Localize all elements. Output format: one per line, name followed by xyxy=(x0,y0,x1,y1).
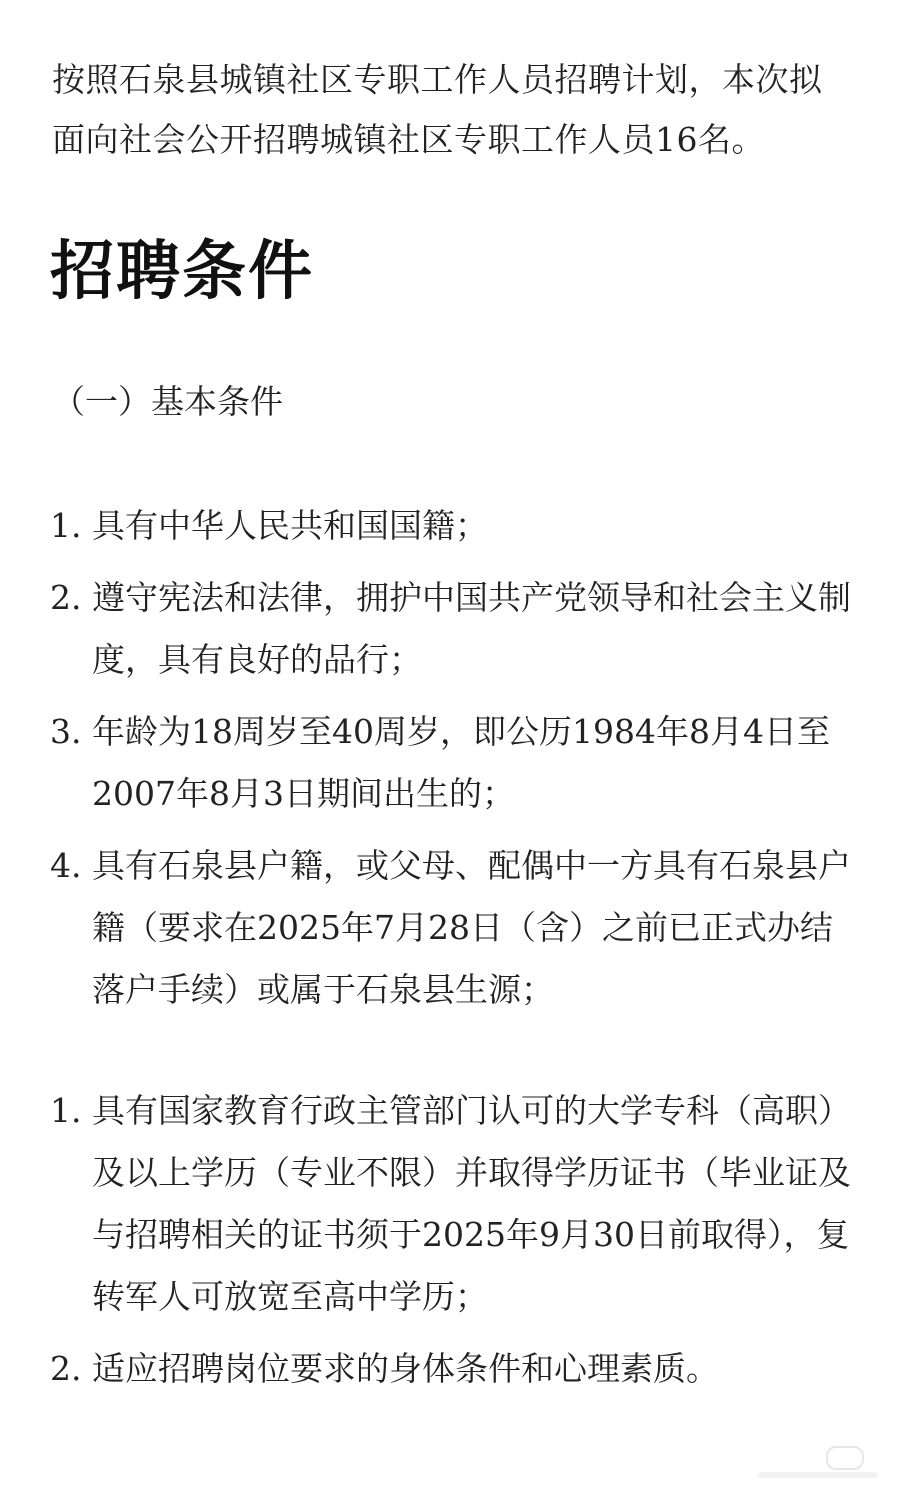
list-item xyxy=(0,1080,900,1328)
list-item-number: 2. xyxy=(50,578,82,617)
list-item-text: 具有中华人民共和国国籍； xyxy=(92,506,488,545)
list-item-number: 1. xyxy=(50,1091,82,1130)
intro-paragraph: 按照石泉县城镇社区专职工作人员招聘计划，本次拟面向社会公开招聘城镇社区专职工作人员16名。 xyxy=(52,60,823,159)
list-item-text: 适应招聘岗位要求的身体条件和心理素质。 xyxy=(92,1349,719,1388)
list-item-text: 具有石泉县户籍，或父母、配偶中一方具有石泉县户籍（要求在2025年7月28日（含）之前已正式办结落户手续）或属于石泉县生源； xyxy=(92,846,851,1009)
qualification-conditions-list xyxy=(0,1080,900,1410)
list-item xyxy=(0,495,900,557)
watermark-line xyxy=(758,1472,878,1478)
list-item xyxy=(0,835,900,1021)
section-heading: 招聘条件 xyxy=(50,234,314,309)
list-item xyxy=(0,567,900,691)
list-item-number: 1. xyxy=(50,506,82,545)
list-item-text: 遵守宪法和法律，拥护中国共产党领导和社会主义制度，具有良好的品行； xyxy=(92,578,851,679)
basic-conditions-list xyxy=(0,495,900,1031)
watermark-badge-icon xyxy=(826,1446,864,1470)
subsection-heading: （一）基本条件 xyxy=(52,382,283,421)
list-item-text: 具有国家教育行政主管部门认可的大学专科（高职）及以上学历（专业不限）并取得学历证书（毕业证及与招聘相关的证书须于2025年9月30日前取得），复转军人可放宽至高中学历； xyxy=(92,1091,851,1316)
list-item-text: 年龄为18周岁至40周岁，即公历1984年8月4日至2007年8月3日期间出生的； xyxy=(92,712,830,813)
list-item xyxy=(0,1338,900,1400)
list-item-number: 3. xyxy=(50,712,82,751)
list-item-number: 4. xyxy=(50,846,82,885)
list-item xyxy=(0,701,900,825)
watermark xyxy=(738,1446,878,1486)
list-item-number: 2. xyxy=(50,1349,82,1388)
